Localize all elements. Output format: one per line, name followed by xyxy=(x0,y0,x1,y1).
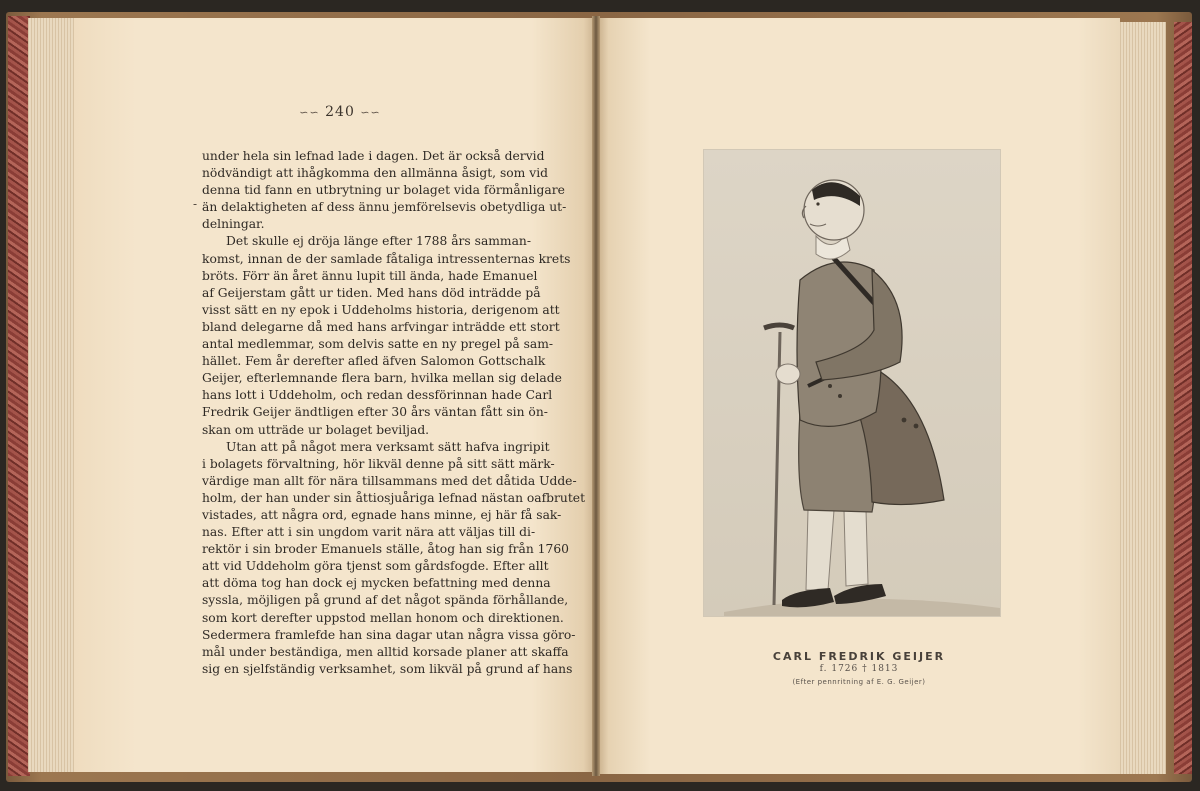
text-line: Utan att på något mera verksamt sätt hafva ingripit xyxy=(226,439,550,454)
text-line: komst, innan de der samlade fåtaliga intressenternas krets xyxy=(202,251,571,266)
text-line: holm, der han under sin åttiosjuåriga lefnad nästan oafbrutet xyxy=(202,490,586,505)
text-line: Fredrik Geijer ändtligen efter 30 års väntan fått sin ön- xyxy=(202,405,548,420)
text-line: syssla, möjligen på grund af det något spända förhållande, xyxy=(202,593,569,608)
page-number: 240 xyxy=(325,104,355,120)
page-edges-left xyxy=(28,18,76,772)
text-line: som kort derefter uppstod mellan honom och direktionen. xyxy=(202,610,564,625)
text-line: antal medlemmar, som delvis satte en ny pregel på sam- xyxy=(202,337,554,352)
ornament-right: ∽⁢∽ xyxy=(360,106,381,119)
text-line: att döma tog han dock ej mycken befattning med denna xyxy=(202,576,551,591)
text-line: sig en sjelfständig verksamhet, som likväl på grund af hans xyxy=(202,661,573,676)
text-line: rektör i sin broder Emanuels ställe, åtog han sig från 1760 xyxy=(202,542,569,557)
caption-dates: f. 1726 † 1813 xyxy=(819,664,899,674)
text-line: nas. Efter att i sin ungdom varit nära att väljas till di- xyxy=(202,525,536,540)
caption-credit: (Efter pennritning af E. G. Geijer) xyxy=(792,678,926,686)
text-line: delningar. xyxy=(202,217,265,232)
ornament-left: ∽⁢∽ xyxy=(299,106,320,119)
text-line: Geijer, efterlemnande flera barn, hvilka mellan sig delade xyxy=(202,371,562,386)
text-line: under hela sin lefnad lade i dagen. Det är också dervid xyxy=(202,149,545,163)
text-line: hans lott i Uddeholm, och redan dessförinnan hade Carl xyxy=(202,388,553,403)
text-line: hället. Fem år derefter afled äfven Salomon Gottschalk xyxy=(202,354,546,369)
text-line: i bolagets förvaltning, hör likväl denne på sitt sätt märk- xyxy=(202,456,555,471)
text-line: nödvändigt att ihågkomma den allmänna åsigt, som vid xyxy=(202,166,549,181)
text-line: Sedermera framlefde han sina dagar utan några vissa göro- xyxy=(202,627,576,642)
caption-name: CARL FREDRIK GEIJER xyxy=(772,650,946,663)
text-line: bröts. Förr än året ännu lupit till ända, hade Emanuel xyxy=(202,268,538,283)
text-line: att vid Uddeholm göra tjenst som gårdsfogde. Efter allt xyxy=(202,559,549,574)
book-gutter xyxy=(592,16,600,776)
text-line: af Geijerstam gått ur tiden. Med hans död inträdde på xyxy=(202,285,541,300)
text-line: visst sätt en ny epok i Uddeholms historia, derigenom att xyxy=(202,302,560,317)
marbled-edge-left xyxy=(8,16,30,776)
page-edges-right xyxy=(1118,22,1166,774)
text-line: skan om utträde ur bolaget beviljad. xyxy=(202,422,430,437)
margin-mark: - xyxy=(193,197,198,211)
text-line: mål under beständiga, men alltid korsade planer att skaffa xyxy=(202,644,569,659)
marbled-edge-right xyxy=(1174,22,1192,774)
text-line: denna tid fann en utbrytning ur bolaget vida förmånligare xyxy=(202,183,565,198)
portrait-illustration xyxy=(704,150,1000,616)
text-line: än delaktigheten af dess ännu jemförelsevis obetydliga ut- xyxy=(202,200,567,215)
text-line: värdige man allt för nära tillsammans med det dåtida Udde- xyxy=(202,473,577,488)
text-line: Det skulle ej dröja länge efter 1788 års samman- xyxy=(226,234,532,249)
page-number-header xyxy=(240,104,440,120)
text-line: bland delegarne då med hans arfvingar inträdde ett stort xyxy=(202,319,560,334)
text-line: vistades, att några ord, egnade hans minne, ej här få sak- xyxy=(202,507,562,522)
body-text xyxy=(202,148,586,678)
portrait-plate xyxy=(704,150,1000,616)
